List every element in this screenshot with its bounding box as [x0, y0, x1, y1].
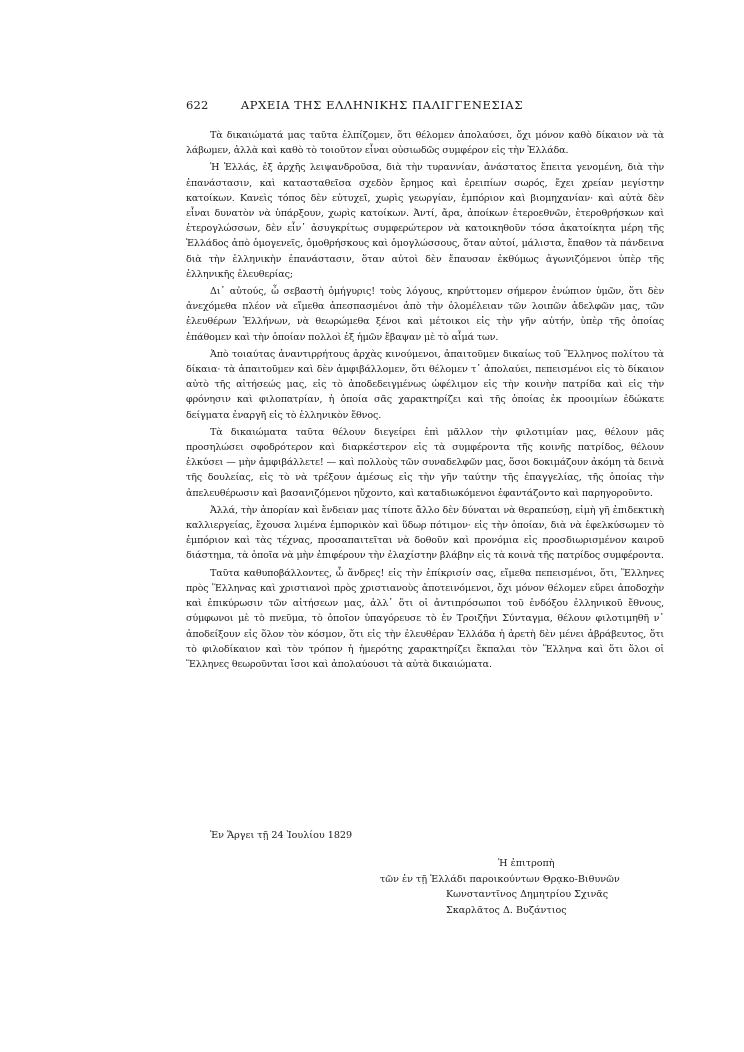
signature-committee-desc: τῶν ἐν τῇ Ἑλλάδι παροικούντων Θρᾳκο-Βιθυνῶν	[380, 873, 620, 885]
paragraph: Ἀπὸ τοιαύτας ἀναντιρρήτους ἀρχὰς κινούμενοι, ἀπαιτοῦμεν δικαίως τοῦ Ἕλληνος πολίτου τὰ δίκαια· τὰ ἀπαιτοῦμεν καὶ δὲν ἀμφιβάλλομεν, ὅτι θέλομεν τ᾽ ἀπολαύει, πεπεισμένοι εἰς τὸ δίκαιον αὐτὸ τῆς αἰτήσεώς μας, εἰς τὸ ἀποδεδειγμένως ὠφέλιμον εἰς τὴν κοινὴν πατρίδα καὶ εἰς τὴν φρόνησιν καὶ φιλοπατρίαν, ἡ ὁποία σᾶς χαρακτηρίζει καὶ τῆς ὁποίας ἐκ προοιμίων ἐδώκατε δείγματα ἐναργῆ εἰς τὸ ἑλληνικὸν ἔθνος.	[186, 348, 664, 421]
signature-committee-title: Ἡ ἐπιτροπὴ	[498, 858, 555, 869]
running-title: ΑΡΧΕΙΑ ΤΗΣ ΕΛΛΗΝΙΚΗΣ ΠΑΛΙΓΓΕΝΕΣΙΑΣ	[240, 98, 524, 112]
signatory-name: Κωνσταντῖνος Δημητρίου Σχινᾶς	[446, 889, 609, 900]
signatory-name: Σκαρλᾶτος Δ. Βυζάντιος	[446, 904, 567, 916]
paragraph: Τὰ δικαιώματά μας ταῦτα ἐλπίζομεν, ὅτι θέλομεν ἀπολαύσει, ὄχι μόνον καθὸ δίκαιον νὰ τὰ λάβωμεν, ἀλλὰ καὶ καθὸ τὸ τοιοῦτον εἶναι οὐσιωδῶς συμφέρον εἰς τὴν Ἑλλάδα.	[186, 130, 664, 157]
paragraph: Ἡ Ἑλλάς, ἐξ ἀρχῆς λειψανδροῦσα, διὰ τὴν τυραννίαν, ἀνάστατος ἔπειτα γενομένη, διὰ τὴν ἐπανάστασιν, καὶ κατασταθεῖσα σχεδὸν ἔρημος καὶ ἐρειπίων σωρός, ἔχει χρείαν μεγίστην κατοίκων. Κανεὶς τόπος δὲν εὐτυχεῖ, χωρὶς γεωργίαν, ἐμπόριον καὶ βιομηχανίαν· καὶ αὐτὰ δὲν εἶναι δυνατὸν νὰ ὑπάρξουν, χωρὶς κατοίκων. Ἀντί, ἄρα, ἀποίκων ἑτεροεθνῶν, ἑτεροθρήσκων καὶ ἑτερογλώσσων, δὲν εἶν᾽ ἀσυγκρίτως συμφερώτερον νὰ κατοικηθοῦν τόσα ἀκατοίκητα μέρη τῆς Ἑλλάδος ἀπὸ ὁμογενεῖς, ὁμοθρήσκους καὶ ὁμογλώσσους, ὅταν αὐτοί, μάλιστα, ἔπαθον τὰ πάνδεινα διὰ τὴν ἑλληνικὴν ἐπανάστασιν, ὅταν αὐτοὶ δὲν ἔπαυσαν ἐκθύμως ἀγωνιζόμενοι ὑπὲρ τῆς ἑλληνικῆς ἐλευθερίας;	[186, 162, 664, 280]
place-date: Ἐν Ἄργει τῇ 24 Ἰουλίου 1829	[210, 830, 353, 841]
body-text	[186, 128, 664, 674]
paragraph: Ταῦτα καθυποβάλλοντες, ὦ ἄνδρες! εἰς τὴν ἐπίκρισίν σας, εἴμεθα πεπεισμένοι, ὅτι, Ἕλληνες πρὸς Ἕλληνας καὶ χριστιανοὶ πρὸς χριστιανοὺς ἀποτεινόμενοι, ὄχι μόνον θέλομεν εὕρει ἀποδοχὴν καὶ ἐπικύρωσιν τῶν αἰτήσεων μας, ἀλλ᾽ ὅτι οἱ ἀντιπρόσωποι τοῦ ἐνδόξου ἑλληνικοῦ ἔθνους, σύμφωνοι μὲ τὸ πνεῦμα, τὸ ὁποῖον ὑπαγόρευσε τὸ ἐν Τροιζῆνι Σύνταγμα, θέλουν φιλοτιμηθῆ ν᾽ ἀποδείξουν εἰς ὅλον τὸν κόσμον, ὅτι εἰς τὴν ἐλευθέραν Ἑλλάδα ἡ ἀρετὴ δὲν μένει ἀβράβευτος, ὅτι τὸ φιλοδίκαιον καὶ τὸν τρόπον ἡ ἡμερότης χαρακτηρίζει ἔκπαλαι τὸν Ἕλληνα καὶ ὅτι ὅλοι οἱ Ἕλληνες θεωροῦνται ἴσοι καὶ ἀπολαύουσι τὰ αὐτὰ δικαιώματα.	[186, 567, 664, 670]
signature-block	[380, 856, 680, 918]
paragraph: Ἀλλά, τὴν ἀπορίαν καὶ ἔνδειαν μας τίποτε ἄλλο δὲν δύναται νὰ θεραπεύσῃ, εἰμὴ γῆ ἐπιδεκτικὴ καλλιεργείας, ἔχουσα λιμένα ἐμπορικὸν καὶ ὕδωρ πότιμον· εἰς τὴν ὁποίαν, διὰ νὰ ἐφελκύσωμεν τὸ ἐμπόριον καὶ τὰς τέχνας, προσαπαιτεῖται νὰ δοθοῦν καὶ προνόμια εἰς προσδιωρισμένον καιροῦ διάστημα, τὰ ὁποῖα νὰ μὴν ἐπιφέρουν τὴν ἐλαχίστην βλάβην εἰς τὰ κοινὰ τῆς πατρίδος συμφέροντα.	[186, 504, 664, 562]
page-number: 622	[186, 98, 209, 112]
paragraph: Δι᾽ αὐτούς, ὦ σεβαστὴ ὁμήγυρις! τοὺς λόγους, κηρύττομεν σήμερον ἐνώπιον ὑμῶν, ὅτι δὲν ἀνεχόμεθα πλέον νὰ εἴμεθα ἀπεσπασμένοι ἀπὸ τὴν ὁλομέλειαν τῶν λοιπῶν ἀδελφῶν μας, τῶν ἐλευθέρων Ἑλλήνων, νὰ θεωρώμεθα ξένοι καὶ μέτοικοι εἰς τὴν γῆν αὐτήν, ὑπὲρ τῆς ὁποίας ἐπάθομεν καὶ τὴν ὁποίαν πολλοὶ ἐξ ἡμῶν ἔβαψαν μὲ τὸ αἷμά των.	[186, 286, 664, 343]
paragraph: Τὰ δικαιώματα ταῦτα θέλουν διεγείρει ἐπὶ μᾶλλον τὴν φιλοτιμίαν μας, θέλουν μᾶς προσηλώσει σφοδρότερον καὶ διαρκέστερον εἰς τὰ συμφέροντα τῆς κοινῆς πατρίδος, θέλουν ἑλκύσει — μὴν ἀμφιβάλλετε! — καὶ πολλοὺς τῶν συναδελφῶν μας, ὅσοι δοκιμάζουν ἀκόμη τὰ δεινὰ τῆς δουλείας, εἰς τὸ νὰ τρέξουν ἀμέσως εἰς τὴν γῆν ταύτην τῆς ἐπαγγελίας, τῆς ὁποίας τὴν ἀπελευθέρωσιν καὶ βασανιζόμενοι ηὔχοντο, καὶ καταδιωκόμενοι ἐφαντάζοντο καὶ παρηγοροῦντο.	[186, 426, 664, 499]
page-header	[186, 98, 578, 114]
